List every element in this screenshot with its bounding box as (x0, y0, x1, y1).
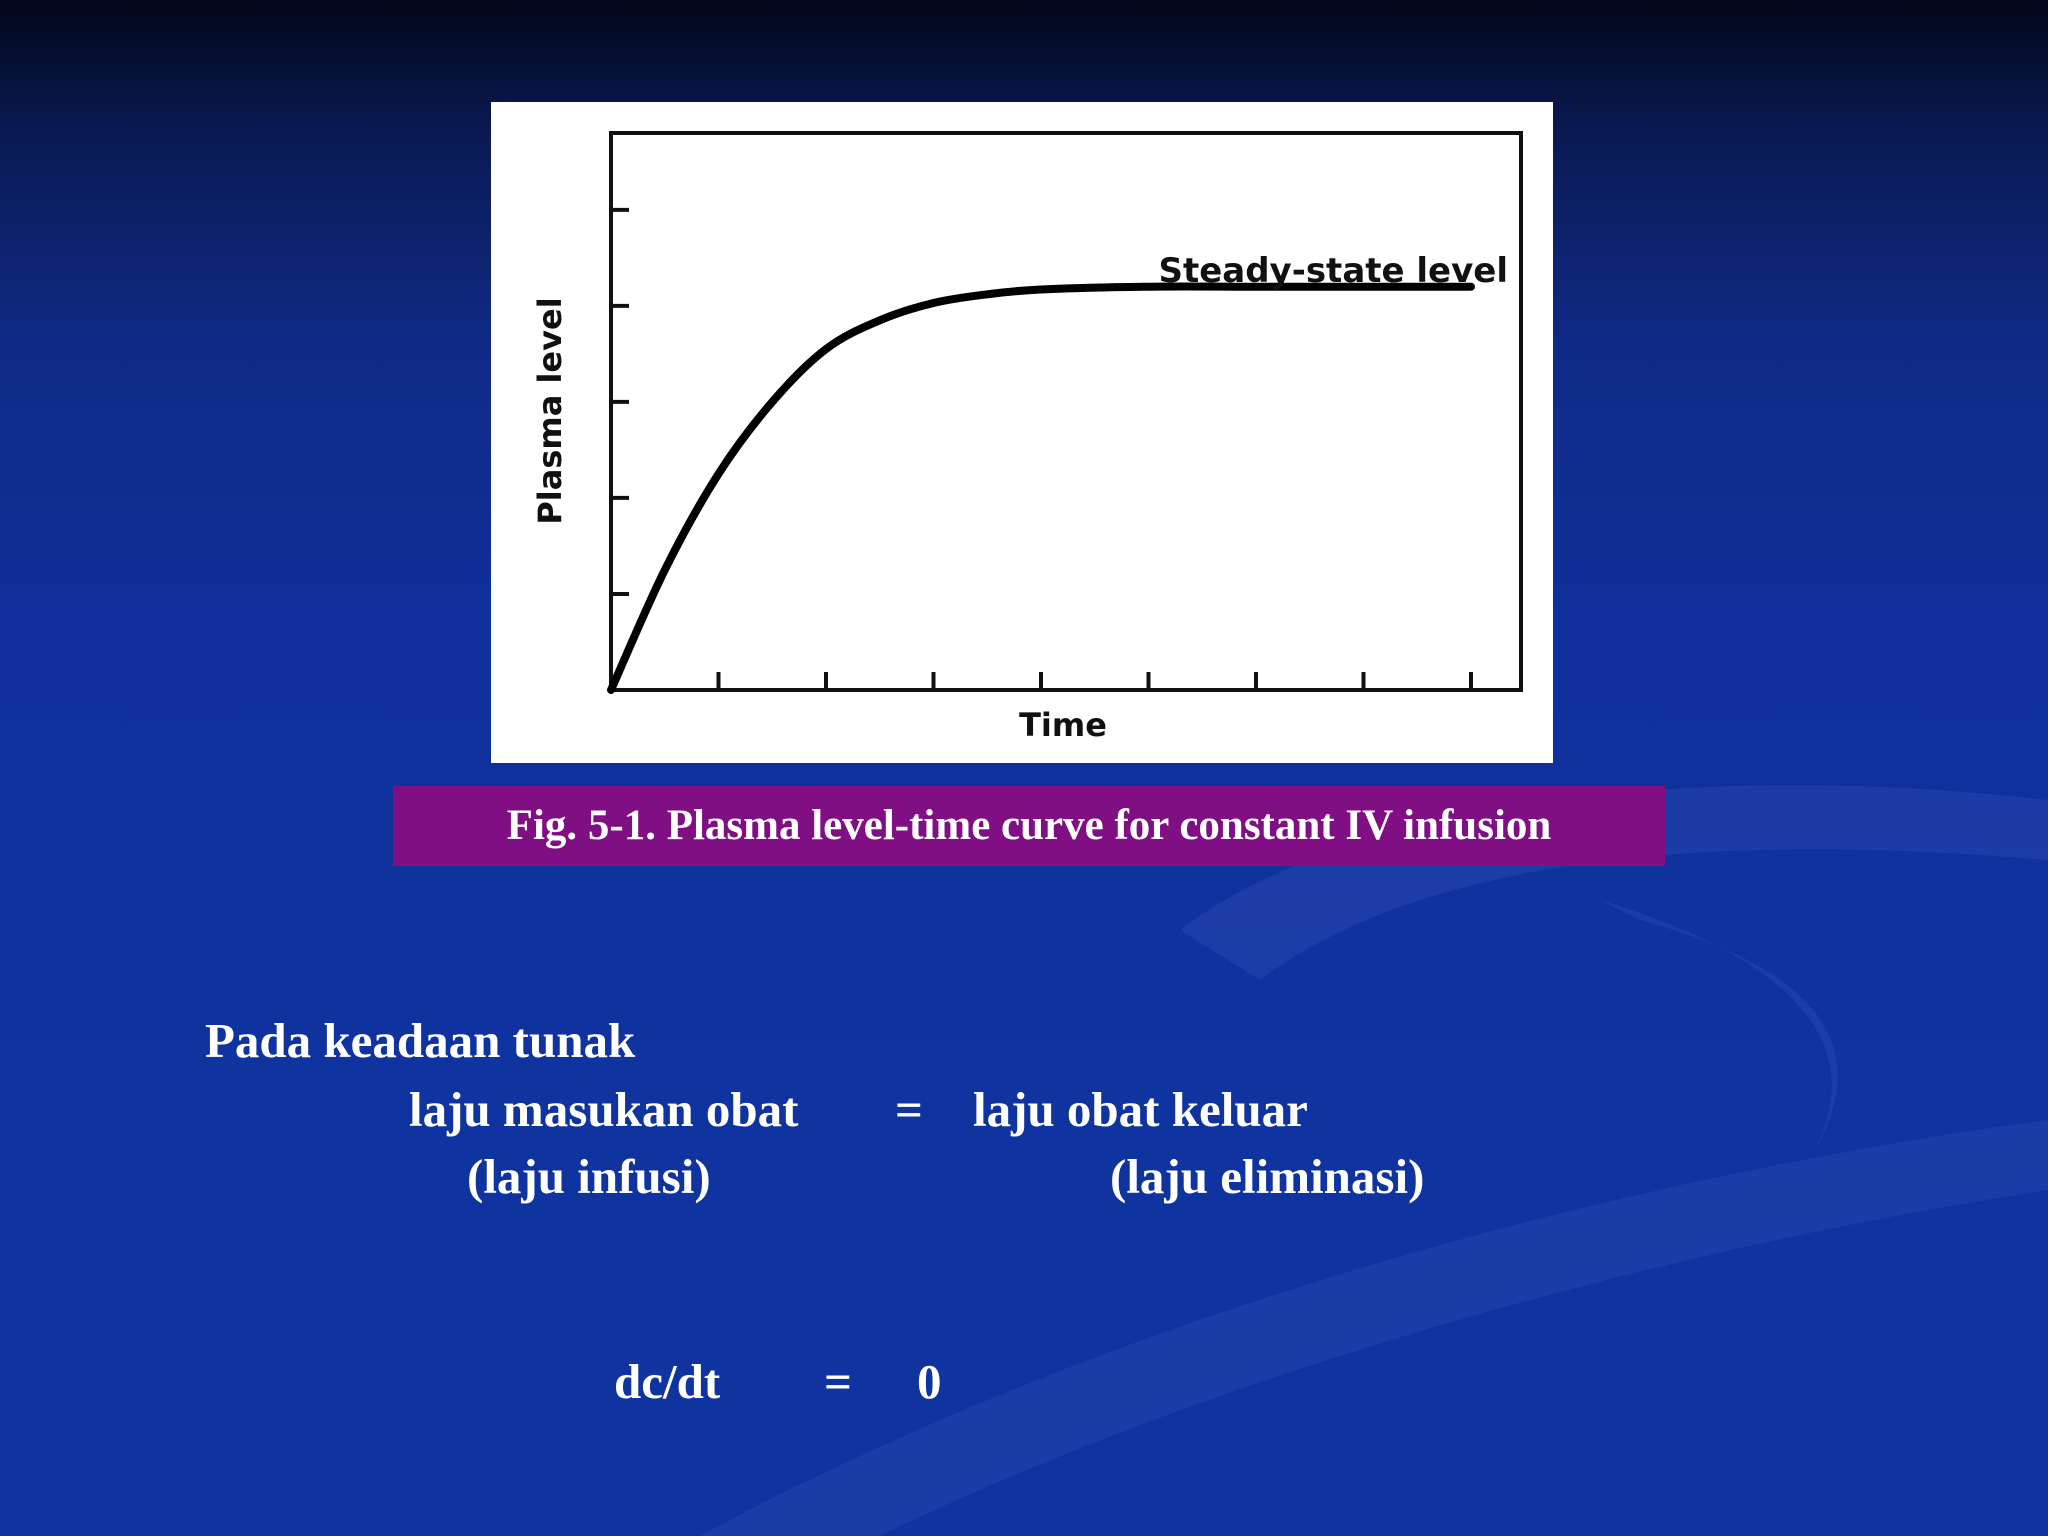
equation-right: 0 (917, 1354, 942, 1409)
x-axis-label: Time (1019, 706, 1107, 744)
figure-caption: Fig. 5-1. Plasma level-time curve for constant IV infusion (393, 786, 1665, 866)
infusion-rate-note: (laju infusi) (467, 1149, 711, 1204)
elimination-rate-note: (laju eliminasi) (1110, 1149, 1425, 1204)
plot-frame (611, 133, 1521, 690)
steady-state-annotation: Steady-state level (1158, 251, 1508, 291)
output-rate-label: laju obat keluar (973, 1082, 1308, 1137)
equation-left: dc/dt (614, 1354, 721, 1409)
equation-equals: = (824, 1354, 852, 1409)
input-rate-label: laju masukan obat (409, 1082, 799, 1137)
plasma-curve-line (611, 286, 1471, 690)
equals-sign: = (895, 1082, 923, 1137)
intro-text: Pada keadaan tunak (205, 1013, 636, 1068)
y-axis-label: Plasma level (531, 297, 569, 525)
figure-panel (491, 102, 1553, 763)
plasma-level-chart (491, 102, 1553, 763)
